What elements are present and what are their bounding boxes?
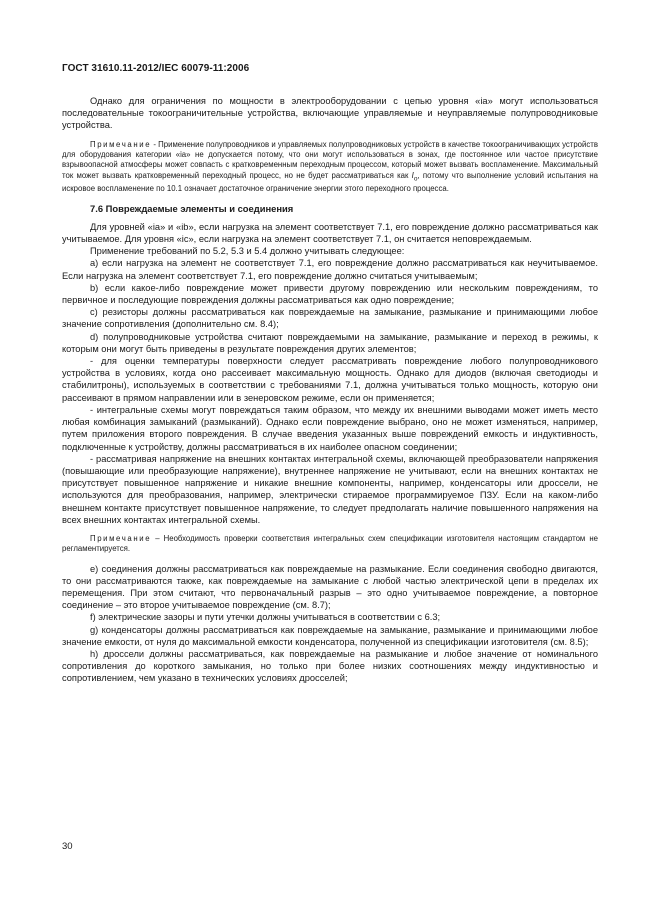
page-number: 30 [62, 841, 73, 852]
list-item-e: e) соединения должны рассматриваться как повреждаемые на размыкание. Если соединения свободно двигаются, то они рассматриваются также, как повреждаемые на замыкание с любой частью электрической цепи в пределах их перемещения. При этом считают, что первоначальный разрыв – это одно учитываемое повреждение, а повторное соединение – это второе учитываемое повреждение (см. 8.7); [62, 563, 598, 611]
dash-item-2: - интегральные схемы могут повреждаться таким образом, что между их внешними выводами может иметь место любая комбинация замыканий (размыканий). Однако если повреждение выбрано, оно не может изменяться, например, путем приложения второго повреждения. В случае введения указанных выше повреждений емкость и индуктивность, подключенные к устройству, должны рассматриваться в их наиболее опасном соединении; [62, 404, 598, 452]
apply-paragraph: Применение требований по 5.2, 5.3 и 5.4 должно учитывать следующее: [90, 246, 405, 257]
section-heading: 7.6 Повреждаемые элементы и соединения [90, 202, 294, 214]
note-1-symbol: I [411, 170, 414, 180]
note-2-text: – Необходимость проверки соответствия интегральных схем спецификации изготовителя настоящим стандартом не регламентируется. [62, 533, 598, 554]
list-item-g: g) конденсаторы должны рассматриваться как повреждаемые на замыкание, размыкание и принимающими любое значение емкости, от нуля до максимальной емкости конденсатора, полученной из спецификации изготовителя (см. 8.5); [62, 624, 598, 647]
note-1 [62, 140, 598, 195]
document-body [62, 95, 598, 685]
list-item-f: f) электрические зазоры и пути утечки должны учитываться в соответствии с 6.3; [90, 612, 441, 623]
note-2 [62, 534, 598, 555]
list-item-a: a) если нагрузка на элемент не соответствует 7.1, его повреждение должно рассматриваться как неучитываемое. Если нагрузка на элемент соответствует 7.1, его повреждение должно считаться учитываемым; [62, 258, 598, 281]
intro-paragraph: Однако для ограничения по мощности в электрооборудовании с цепью уровня «ia» могут использоваться последовательные токоограничительные устройства, включающие управляемые и неуправляемые полупроводниковые устройства. [62, 96, 598, 131]
levels-paragraph: Для уровней «ia» и «ib», если нагрузка на элемент соответствует 7.1, его повреждение должно рассматриваться как учитываемое. Для уровня «ic», если нагрузка на элемент соответствует 7.1, он считается неповреждаемым. [62, 221, 598, 245]
note-1-subscript: o [413, 175, 418, 183]
note-2-label: Примечание [90, 533, 152, 543]
note-1-text-a: - Применение полупроводников и управляемых полупроводниковых устройств в качестве токоограничивающих устройств для оборудования категории «ia» не допускается потому, что они могут использоваться в зонах, где постоянное или частое присутствие взрывоопасной атмосферы может совпасть с кратковременным переходным процессом, который может вызвать воспламенение. Максимальный ток может вызвать кратковременный переходный процесс, но не будет рассматриваться как [62, 139, 598, 180]
list-item-d: d) полупроводниковые устройства считают повреждаемыми на замыкание, размыкание и переход в режимы, к которым они могут быть приведены в результате повреждения других элементов; [62, 331, 598, 354]
dash-item-3: - рассматривая напряжение на внешних контактах интегральной схемы, включающей преобразователи напряжения (повышающие или преобразующие напряжение), внутреннее напряжение не учитывают, если на внешних контактах не присутствует повышенное напряжение и никакие внешние компоненты, например, конденсаторы или дроссели, не используются для преобразования, например, электрически стираемое программируемое ПЗУ. Если на каком-либо внешнем контакте присутствует повышенное напряжение, то следует предполагать наличие повышенного напряжения на всех внешних контактах интегральной схемы. [62, 453, 598, 525]
note-1-text-b: , потому что выполнение условий испытания на искровое воспламенение по 10.1 означает достаточное ограничение энергии этого переходного процесса. [62, 170, 598, 194]
dash-item-1: - для оценки температуры поверхности следует рассматривать повреждение любого полупроводникового устройства в условиях, когда оно рассеивает максимальную мощность. Однако для диодов (включая светодиоды и стабилитроны), используемых в соответствии с требованиями 7.1, должна учитываться только мощность, которую они рассеивают в прямом направлении или в зенеровском режиме, если он применяется; [62, 356, 598, 403]
note-1-label: Примечание [90, 139, 152, 149]
list-item-h: h) дроссели должны рассматриваться, как повреждаемые на размыкание и любое значение от номинального сопротивления до короткого замыкания, но только при более низких соотношениях между индуктивностью и сопротивлением, чем указано в технических условиях дросселей; [62, 648, 598, 684]
list-item-b: b) если какое-либо повреждение может привести другому повреждению или нескольким повреждениям, то первичное и последующие повреждения должны рассматриваться как одно повреждение; [62, 282, 598, 306]
document-header: ГОСТ 31610.11-2012/IEC 60079-11:2006 [62, 63, 250, 74]
list-item-c: c) резисторы должны рассматриваться как повреждаемые на замыкание, размыкание и принимающими любое значение сопротивления (дополнительно см. 8.4); [62, 307, 598, 330]
